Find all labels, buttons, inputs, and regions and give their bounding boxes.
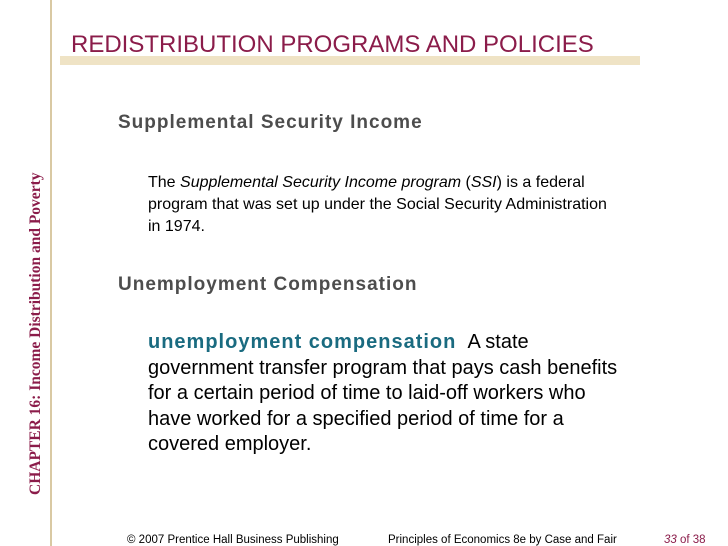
ssi-text-part: (	[461, 174, 471, 191]
unemployment-paragraph	[148, 330, 628, 458]
ssi-text-part: ) is a federal program that was set up under the Social Security Administration in 1974.	[148, 174, 607, 235]
ssi-term: Supplemental Security Income program	[180, 174, 462, 191]
page-number	[664, 534, 706, 546]
ssi-abbreviation: SSI	[470, 174, 497, 191]
footer-copyright: © 2007 Prentice Hall Business Publishing	[127, 534, 339, 546]
unemployment-term: unemployment compensation	[148, 331, 457, 353]
unemployment-definition: A state government transfer program that pays cash benefits for a certain period of time to laid-off workers who have worked for a specified period of time for a covered employer.	[148, 331, 618, 455]
chapter-label: CHAPTER 16: Income Distribution and Poverty	[27, 172, 44, 495]
ssi-text-part: The	[148, 174, 181, 191]
unemployment-heading: Unemployment Compensation	[118, 274, 418, 295]
slide-title: REDISTRIBUTION PROGRAMS AND POLICIES	[71, 31, 594, 58]
ssi-paragraph	[148, 172, 618, 238]
sidebar-divider	[50, 0, 52, 546]
ssi-heading: Supplemental Security Income	[118, 112, 423, 133]
page-current: 33	[664, 534, 677, 546]
page-total: 38	[692, 534, 706, 546]
footer-book-title: Principles of Economics 8e by Case and Fair	[388, 534, 617, 546]
page-separator: of	[676, 534, 693, 546]
